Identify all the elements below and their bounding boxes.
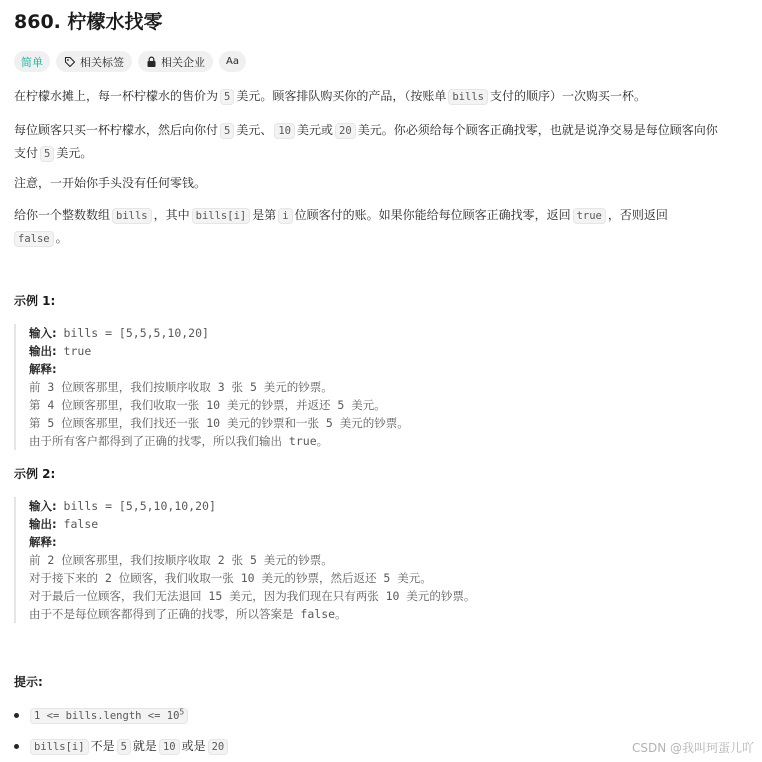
related-tags-label: 相关标签	[80, 55, 124, 69]
text: 。	[55, 231, 68, 245]
text: 美元、	[236, 123, 273, 137]
lock-icon	[146, 56, 157, 68]
inline-code: 5	[40, 146, 54, 162]
inline-code: 20	[335, 123, 356, 139]
explain-label: 解释:	[29, 535, 57, 549]
explanation-line: 对于接下来的 2 位顾客，我们收取一张 10 美元的钞票，然后返还 5 美元。	[29, 571, 432, 585]
translate-button[interactable]	[219, 51, 246, 72]
text: 每位顾客只买一杯柠檬水，然后向你付	[14, 123, 219, 137]
csdn-watermark: CSDN @我叫珂蛋儿吖	[631, 741, 754, 755]
constraint-text: 1 <= bills.length <= 10	[34, 710, 180, 722]
explanation-line: 第 5 位顾客那里，我们找还一张 10 美元的钞票和一张 5 美元的钞票。	[29, 416, 409, 430]
translate-icon: Aa	[226, 56, 239, 67]
output-label: 输出:	[29, 344, 57, 358]
hint-item	[14, 704, 754, 727]
inline-code: 10	[274, 123, 295, 139]
text: 支付	[14, 146, 39, 160]
text: 就是	[132, 739, 157, 753]
text: 位顾客付的账。如果你能给每位顾客正确找零，返回	[294, 208, 571, 222]
example-1-input: bills = [5,5,5,10,20]	[63, 326, 209, 340]
difficulty-badge[interactable]: 简单	[14, 51, 50, 72]
inline-code: false	[14, 231, 54, 247]
text: 在柠檬水摊上，每一杯柠檬水的售价为	[14, 89, 219, 103]
text: 美元。你必须给每个顾客正确找零，也就是说净交易是每位顾客向你	[357, 123, 718, 137]
input-label: 输入:	[29, 326, 57, 340]
example-2-block	[14, 497, 754, 623]
description-paragraph-1	[14, 85, 754, 108]
inline-code: true	[573, 208, 606, 224]
text: 给你一个整数数组	[14, 208, 111, 222]
text: 或是	[181, 739, 206, 753]
inline-code: bills[i]	[192, 208, 251, 224]
example-1-output-row	[29, 342, 754, 360]
inline-code: 5	[117, 739, 131, 755]
inline-code: bills	[448, 89, 488, 105]
description-paragraph-2	[14, 119, 754, 165]
text: 支付的顺序）一次购买一杯。	[489, 89, 646, 103]
explanation-line: 对于最后一位顾客，我们无法退回 15 美元，因为我们现在只有两张 10 美元的钞票。	[29, 589, 476, 603]
explanation-line: 由于不是每位顾客都得到了正确的找零，所以答案是 false。	[29, 607, 347, 621]
example-2-title: 示例 2:	[14, 467, 56, 481]
text: 是第	[252, 208, 277, 222]
text: 不是	[90, 739, 115, 753]
tag-icon	[64, 56, 76, 68]
tag-bar	[14, 51, 246, 72]
text: 美元。	[56, 146, 93, 160]
description-paragraph-3: 注意，一开始你手头没有任何零钱。	[14, 176, 207, 190]
text: ，其中	[153, 208, 190, 222]
output-label: 输出:	[29, 517, 57, 531]
explanation-line: 第 4 位顾客那里，我们收取一张 10 美元的钞票，并返还 5 美元。	[29, 398, 386, 412]
example-1-explain-label	[29, 360, 754, 378]
inline-code	[30, 708, 188, 724]
inline-code: 5	[220, 89, 234, 105]
hints-title: 提示:	[14, 675, 43, 689]
example-2-input: bills = [5,5,10,10,20]	[63, 499, 216, 513]
inline-code: 20	[208, 739, 229, 755]
related-companies-label: 相关企业	[161, 55, 205, 69]
problem-title: 860. 柠檬水找零	[14, 11, 163, 33]
text: 美元或	[297, 123, 334, 137]
bullet-icon	[14, 744, 19, 749]
text: 美元。顾客排队购买你的产品，（按账单	[236, 89, 447, 103]
example-2-input-row	[29, 497, 754, 515]
explanation-line: 由于所有客户都得到了正确的找零，所以我们输出 true。	[29, 434, 329, 448]
example-2-explain-label	[29, 533, 754, 551]
inline-code: i	[278, 208, 292, 224]
related-companies-button[interactable]	[138, 51, 213, 72]
example-2-output-row	[29, 515, 754, 533]
explanation-line: 前 2 位顾客那里，我们按顺序收取 2 张 5 美元的钞票。	[29, 553, 333, 567]
related-tags-button[interactable]	[56, 51, 132, 72]
input-label: 输入:	[29, 499, 57, 513]
inline-code: bills[i]	[30, 739, 89, 755]
example-1-output: true	[63, 344, 92, 358]
example-1-input-row	[29, 324, 754, 342]
explanation-line: 前 3 位顾客那里，我们按顺序收取 3 张 5 美元的钞票。	[29, 380, 333, 394]
bullet-icon	[14, 713, 19, 718]
example-1-block	[14, 324, 754, 450]
example-1-title: 示例 1:	[14, 294, 56, 308]
explain-label: 解释:	[29, 362, 57, 376]
example-2-output: false	[63, 517, 99, 531]
description-paragraph-4	[14, 204, 754, 250]
text: ，否则返回	[607, 208, 668, 222]
inline-code: bills	[112, 208, 152, 224]
inline-code: 5	[220, 123, 234, 139]
constraint-exponent: 5	[179, 707, 185, 717]
inline-code: 10	[159, 739, 180, 755]
